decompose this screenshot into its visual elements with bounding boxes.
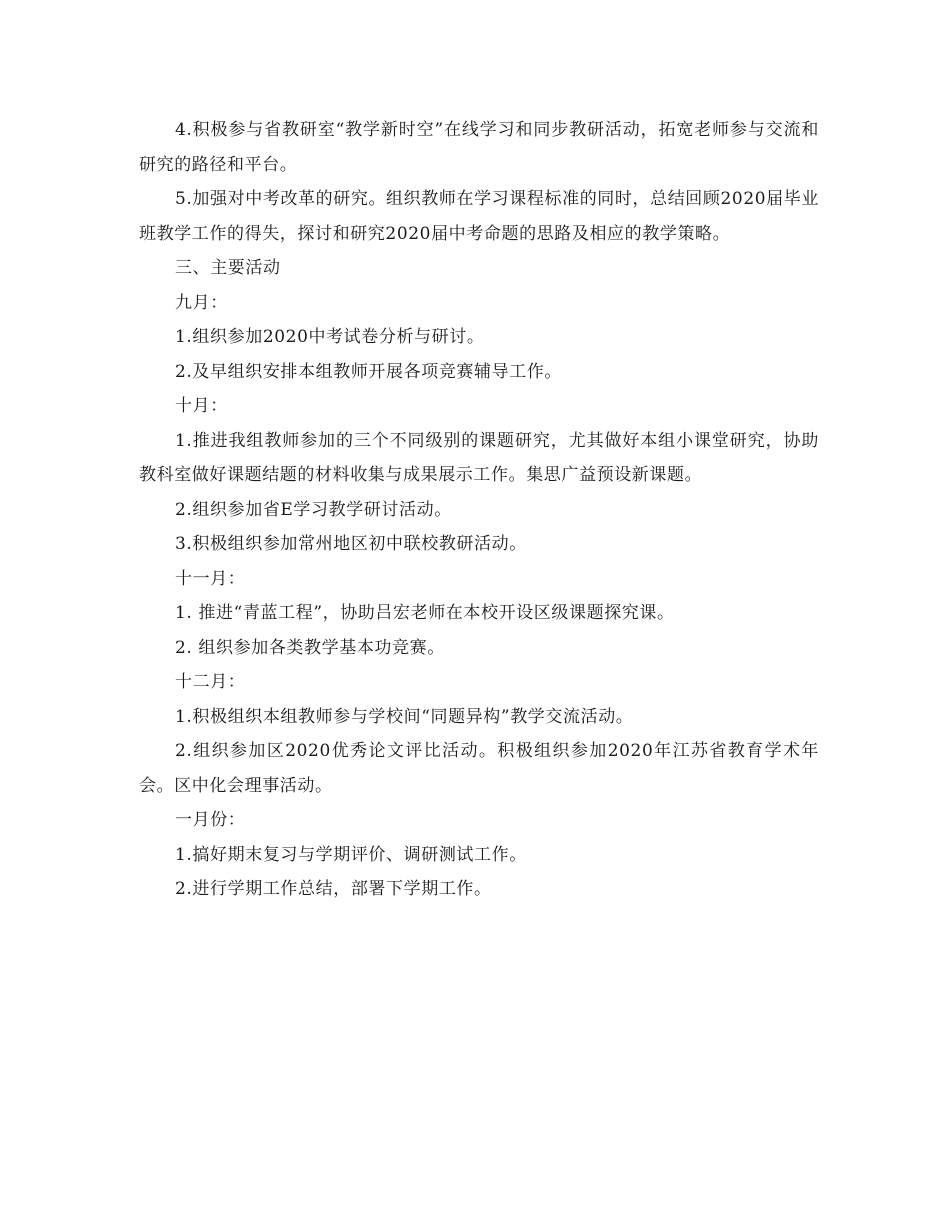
october-item-1: 1.推进我组教师参加的三个不同级别的课题研究，尤其做好本组小课堂研究，协助教科室做好课题结题的材料收集与成果展示工作。集思广益预设新课题。 <box>139 430 819 485</box>
december-item-1: 1.积极组织本组教师参与学校间“同题异构”教学交流活动。 <box>175 706 634 727</box>
december-item-2: 2.组织参加区2020优秀论文评比活动。积极组织参加2020年江苏省教育学术年会。区中化会理事活动。 <box>139 741 819 796</box>
paragraph-item-4: 4.积极参与省教研室“教学新时空”在线学习和同步教研活动，拓宽老师参与交流和研究的路径和平台。 <box>139 120 819 175</box>
month-heading-september: 九月： <box>175 292 228 313</box>
september-item-2: 2.及早组织安排本组教师开展各项竞赛辅导工作。 <box>175 361 563 382</box>
paragraph-item-5: 5.加强对中考改革的研究。组织教师在学习课程标准的同时，总结回顾2020届毕业班教学工作的得失，探讨和研究2020届中考命题的思路及相应的教学策略。 <box>139 189 819 244</box>
november-item-2: 2. 组织参加各类教学基本功竞赛。 <box>175 637 445 658</box>
month-heading-october: 十月： <box>175 396 228 416</box>
january-item-1: 1.搞好期末复习与学期评价、调研测试工作。 <box>175 844 527 865</box>
october-item-2: 2.组织参加省E学习教学研讨活动。 <box>175 499 452 520</box>
october-item-3: 3.积极组织参加常州地区初中联校教研活动。 <box>175 534 527 554</box>
month-heading-january: 一月份： <box>175 810 246 830</box>
september-item-1: 1.组织参加2020中考试卷分析与研讨。 <box>175 327 485 347</box>
section-heading-main-activities: 三、主要活动 <box>175 258 281 278</box>
document-body <box>139 113 819 907</box>
month-heading-december: 十二月： <box>175 672 246 692</box>
november-item-1: 1. 推进“青蓝工程”，协助吕宏老师在本校开设区级课题探究课。 <box>175 603 675 623</box>
january-item-2: 2.进行学期工作总结，部署下学期工作。 <box>175 879 492 899</box>
month-heading-november: 十一月： <box>175 568 246 589</box>
